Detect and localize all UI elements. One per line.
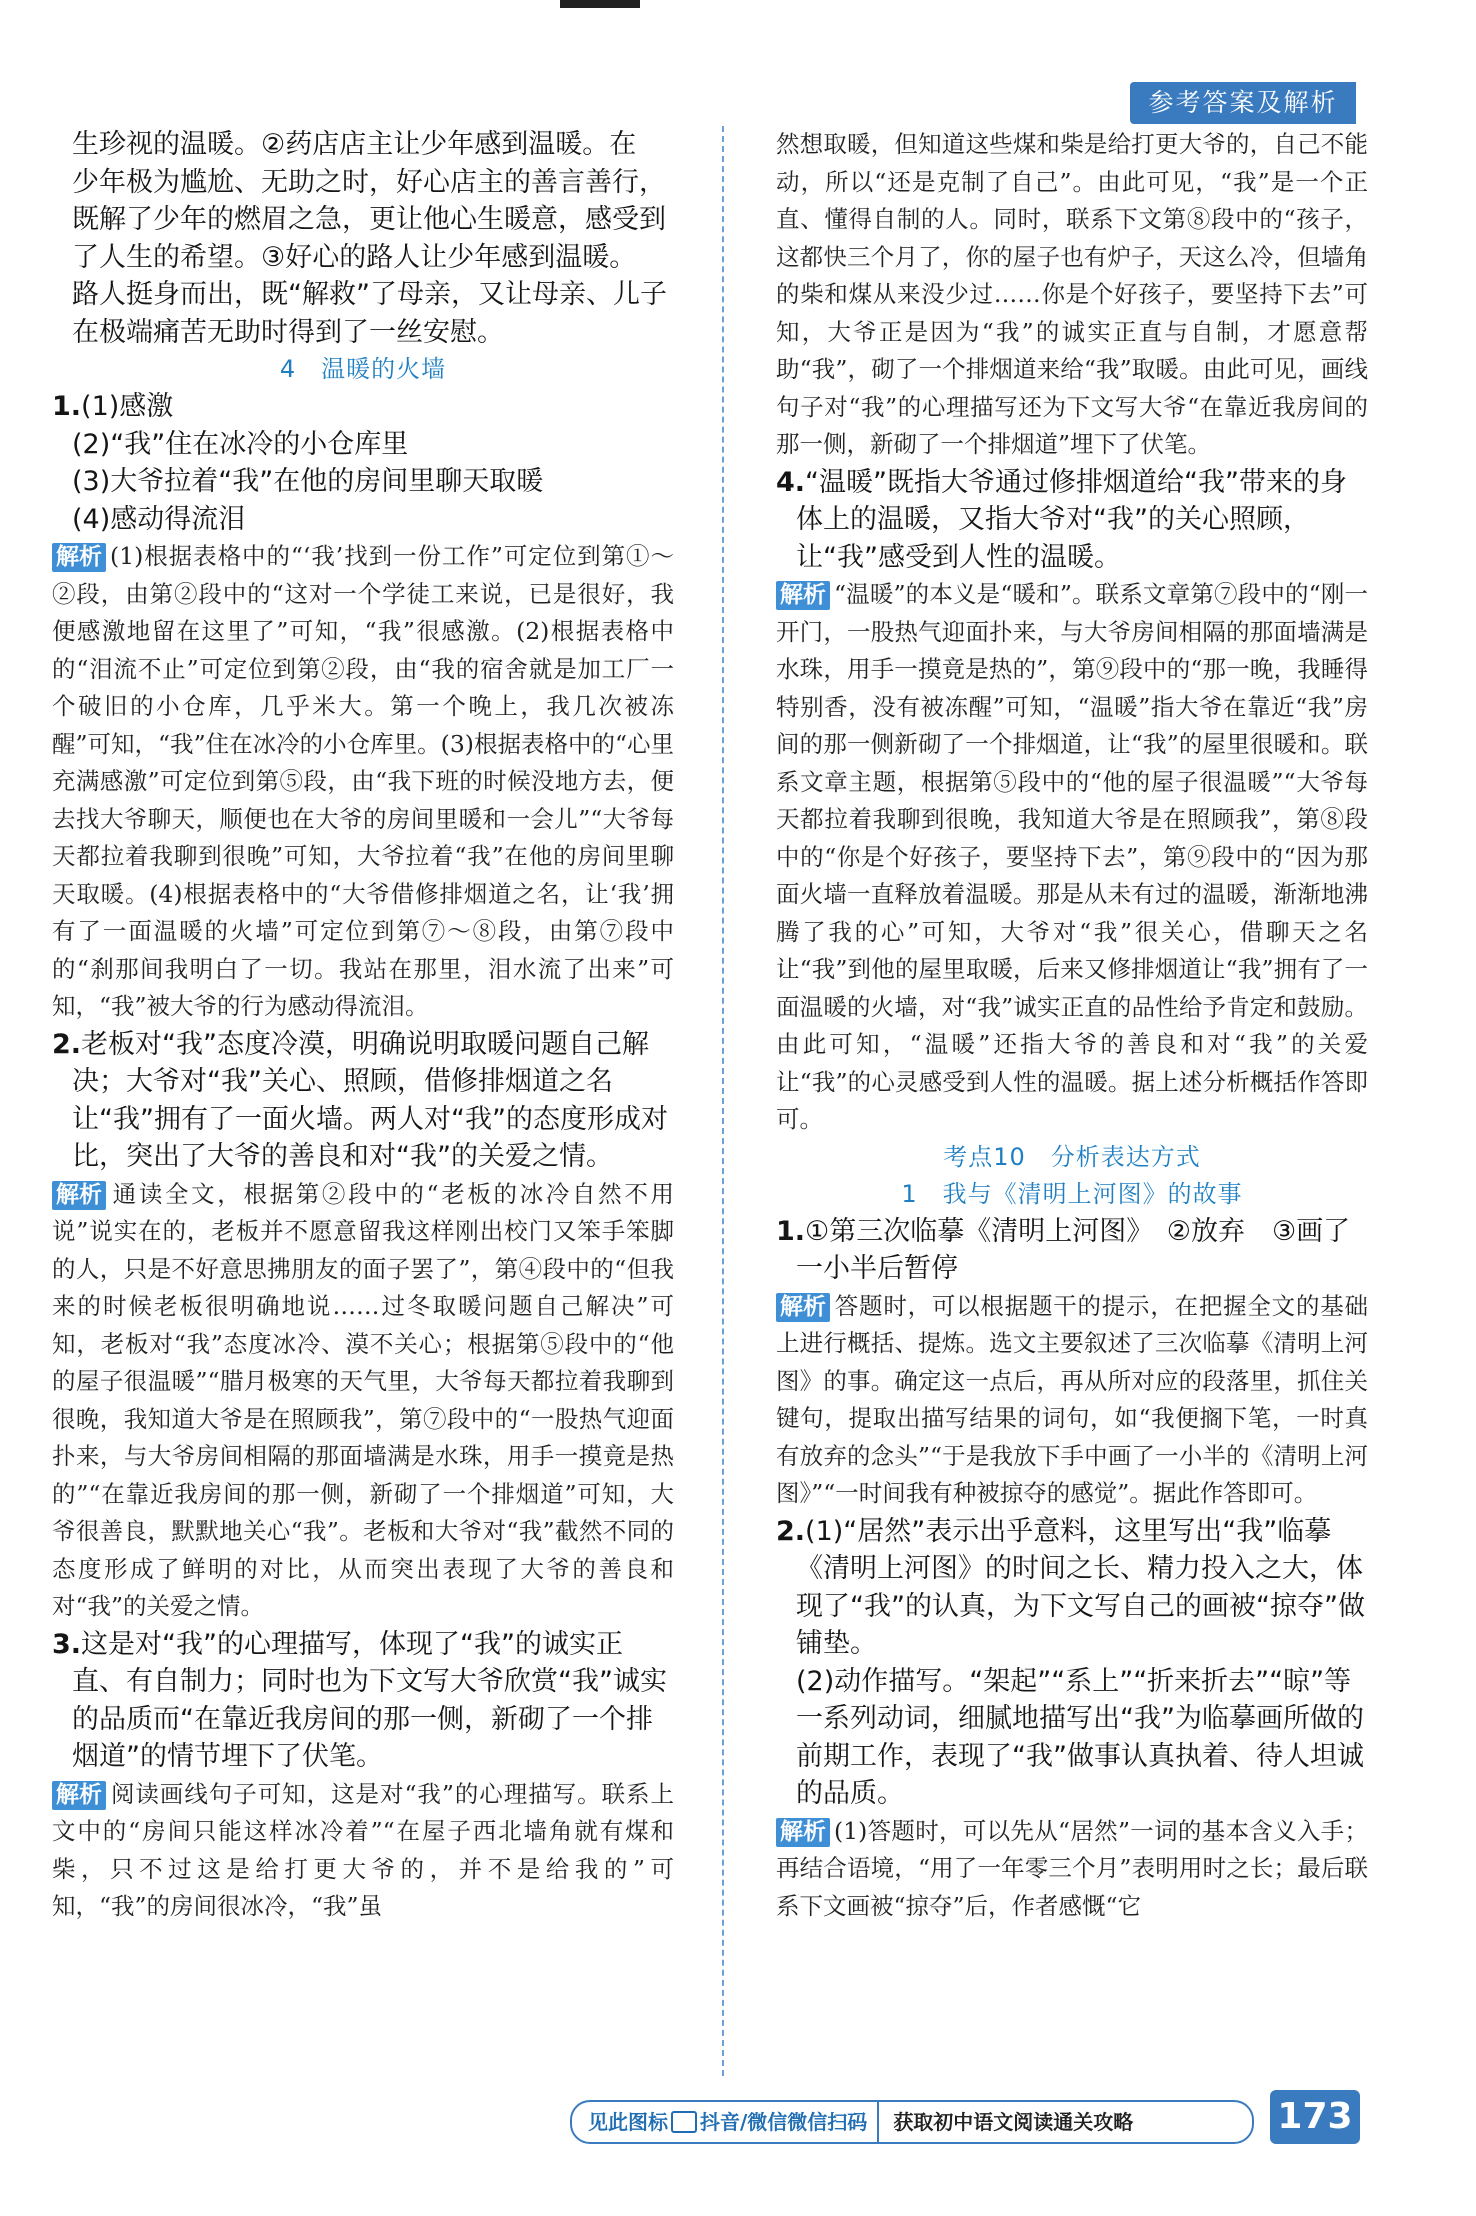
question-4 [776,464,1368,1139]
analysis-badge: 解析 [52,543,106,572]
intro-line: 少年极为尴尬、无助之时，好心店主的善言善行， [72,166,666,198]
header-tag: 参考答案及解析 [1130,82,1356,124]
analysis-badge: 解析 [776,1293,830,1322]
question-1 [52,388,674,1026]
analysis-badge: 解析 [776,581,830,610]
question-number: 1. [52,391,82,422]
footer-bar [570,2100,1254,2144]
intro-block [52,126,674,351]
intro-line: 了人生的希望。③好心的路人让少年感到温暖。 [72,241,637,273]
analysis-text: (1)答题时，可以先从“居然”一词的基本含义入手；再结合语境，“用了一年零三个月”表明用时之长；最后联系下文画被“掠夺”后，作者感慨“它 [776,1816,1368,1920]
analysis-badge: 解析 [776,1818,830,1847]
answer-text: ①第三次临摹《清明上河图》 ②放弃 ③画了一小半后暂停 [796,1215,1351,1284]
answer-line: (4)感动得流泪 [72,503,246,535]
footer-left: 见此图标 [588,2110,668,2134]
intro-line: 生珍视的温暖。②药店店主让少年感到温暖。在 [72,129,637,160]
knowledge-point-title: 考点10 分析表达方式 [943,1142,1201,1171]
article-title: 1 我与《清明上河图》的故事 [901,1179,1243,1208]
question-number: 2. [776,1515,806,1547]
intro-line: 路人挺身而出，既“解救”了母亲，又让母亲、儿子 [72,279,667,310]
intro-line: 在极端痛苦无助时得到了一丝安慰。 [72,316,504,348]
analysis-continued: 然想取暖，但知道这些煤和柴是给打更大爷的，自己不能动，所以“还是克制了自己”。由此可见，“我”是一个正直、懂得自制的人。同时，联系下文第⑧段中的“孩子，这都快三个月了，你的屋子也有炉子，天这么冷，但墙角的柴和煤从来没少过……你是个好孩子，要坚持下去”可知，大爷正是因为“我”的诚实正直与自制，才愿意帮助“我”，砌了一个排烟道来给“我”取暖。由此可见，画线句子对“我”的心理描写还为下文写大爷“在靠近我房间的那一侧，新砌了一个排烟道”埋下了伏笔。 [776,130,1368,458]
answer-text: (2)动作描写。“架起”“系上”“折来折去”“晾”等一系列动词，细腻地描写出“我”为临摹画所做的前期工作，表现了“我”做事认真执着、待人坦诚的品质。 [796,1665,1364,1809]
answer-line: (3)大爷拉着“我”在他的房间里聊天取暖 [72,466,544,497]
question-2 [52,1026,674,1626]
intro-line: 既解了少年的燃眉之急，更让他心生暖意，感受到 [72,204,666,235]
page-number: 173 [1270,2090,1360,2144]
answer-text: “温暖”既指大爷通过修排烟道给“我”带来的身体上的温暖，又指大爷对“我”的关心照顾，让“我”感受到人性的温暖。 [796,466,1347,573]
answer-line: (1)感激 [81,391,174,422]
analysis-text: (1)根据表格中的“‘我’找到一份工作”可定位到第①～②段，由第②段中的“这对一个学徒工来说，已是很好，我便感激地留在这里了”可知，“我”很感激。(2)根据表格中的“泪流不止”可定位到第②段，由“我的宿舍就是加工厂一个破旧的小仓库，几乎米大。第一个晚上，我几次被冻醒”可知，“我”住在冰冷的小仓库里。(3)根据表格中的“心里充满感激”可定位到第⑤段，由“我下班的时候没地方去，便去找大爷聊天，顺便也在大爷的房间里暖和一会儿”“大爷每天都拉着我聊到很晚”可知，大爷拉着“我”在他的房间里聊天取暖。(4)根据表格中的“大爷借修排烟道之名，让‘我’拥有了一面温暖的火墙”可定位到第⑦～⑧段，由第⑦段中的“刹那间我明白了一切。我站在那里，泪水流了出来”可知，“我”被大爷的行为感动得流泪。 [52,542,674,1020]
question-number: 2. [52,1028,82,1060]
question-number: 4. [776,466,806,498]
section-title: 4 温暖的火墙 [279,355,447,383]
analysis-text: “温暖”的本义是“暖和”。联系文章第⑦段中的“刚一开门，一股热气迎面扑来，与大爷房间相隔的那面墙满是水珠，用手一摸竟是热的”，第⑨段中的“那一晚，我睡得特别香，没有被冻醒”可知，“温暖”指大爷在靠近“我”房间的那一侧新砌了一个排烟道，让“我”的屋里很暖和。联系文章主题，根据第⑤段中的“他的屋子很温暖”“大爷每天都拉着我聊到很晚，我知道大爷是在照顾我”，第⑧段中的“你是个好孩子，要坚持下去”，第⑨段中的“因为那面火墙一直释放着温暖。那是从未有过的温暖，渐渐地沸腾了我的心”可知，大爷对“我”很关心，借聊天之名让“我”到他的屋里取暖，后来又修排烟道让“我”拥有了一面温暖的火墙，对“我”诚实正直的品性给予肯定和鼓励。由此可知，“温暖”还指大爷的善良和对“我”的关爱让“我”的心灵感受到人性的温暖。据上述分析概括作答即可。 [776,580,1368,1133]
answer-text: 这是对“我”的心理描写，体现了“我”的诚实正直、有自制力；同时也为下文写大爷欣赏“我”诚实的品质而“在靠近我房间的那一侧，新砌了一个排烟道”的情节埋下了伏笔。 [72,1628,667,1772]
question-3 [52,1626,674,1926]
kp-question-1 [776,1213,1368,1513]
left-column [52,126,674,1926]
answer-text: 老板对“我”态度冷漠，明确说明取暖问题自己解决；大爷对“我”关心、照顾，借修排烟道之名让“我”拥有了一面火墙。两人对“我”的态度形成对比，突出了大爷的善良和对“我”的关爱之情。 [72,1028,668,1172]
analysis-badge: 解析 [52,1181,106,1210]
right-column [776,126,1368,1925]
analysis-text: 答题时，可以根据题干的提示，在把握全文的基础上进行概括、提炼。选文主要叙述了三次临摹《清明上河图》的事。确定这一点后，再从所对应的段落里，抓住关键句，提取出描写结果的词句，如“我便搁下笔，一时真有放弃的念头”“于是我放下手中画了一小半的《清明上河图》”“一时间我有种被掠夺的感觉”。据此作答即可。 [776,1291,1368,1507]
answer-text: (1)“居然”表示出乎意料，这里写出“我”临摹《清明上河图》的时间之长、精力投入之大，体现了“我”的认真，为下文写自己的画被“掠夺”做铺垫。 [796,1515,1365,1659]
answer-line: (2)“我”住在冰冷的小仓库里 [72,428,409,460]
analysis-badge: 解析 [52,1781,106,1810]
column-divider [722,126,724,2076]
kp-question-2 [776,1513,1368,1926]
analysis-text: 阅读画线句子可知，这是对“我”的心理描写。联系上文中的“房间只能这样冰冷着”“在屋子西北墙角就有煤和柴，只不过这是给打更大爷的，并不是给我的”可知，“我”的房间很冰冷，“我”虽 [52,1779,674,1920]
question-number: 3. [52,1628,82,1660]
top-mark [560,0,640,8]
footer-mid: 抖音/微信微信扫码 [700,2110,868,2134]
scan-icon [671,2111,697,2133]
footer-right: 获取初中语文阅读通关攻略 [877,2102,1133,2142]
analysis-text: 通读全文，根据第②段中的“老板的冰冷自然不用说”说实在的，老板并不愿意留我这样刚出校门又笨手笨脚的人，只是不好意思拂朋友的面子罢了”，第④段中的“但我来的时候老板很明确地说……过冬取暖问题自己解决”可知，老板对“我”态度冰冷、漠不关心；根据第⑤段中的“他的屋子很温暖”“腊月极寒的天气里，大爷每天都拉着我聊到很晚，我知道大爷是在照顾我”，第⑦段中的“一股热气迎面扑来，与大爷房间相隔的那面墙满是水珠，用手一摸竟是热的”“在靠近我房间的那一侧，新砌了一个排烟道”可知，大爷很善良，默默地关心“我”。老板和大爷对“我”截然不同的态度形成了鲜明的对比，从而突出表现了大爷的善良和对“我”的关爱之情。 [52,1179,674,1620]
question-number: 1. [776,1215,806,1247]
